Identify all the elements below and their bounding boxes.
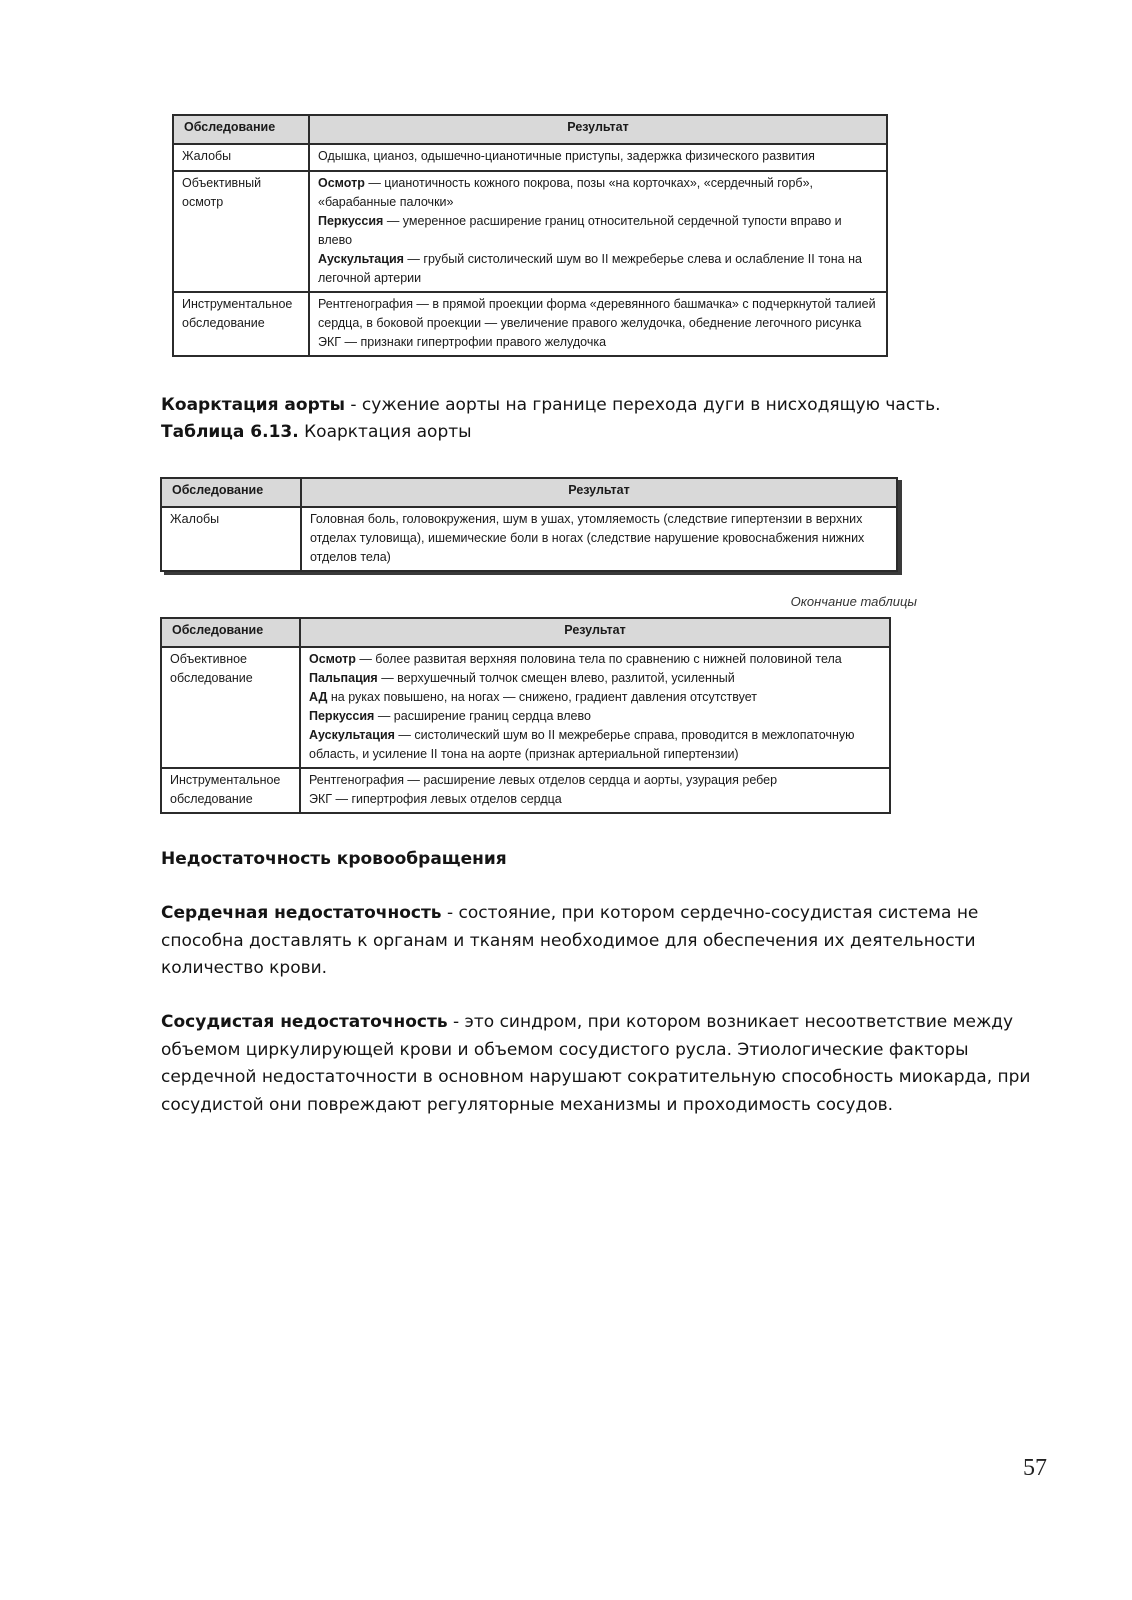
heart-failure-paragraph (161, 900, 1041, 983)
finding-term: Аускультация (318, 252, 404, 266)
coarctation-definition (161, 392, 1061, 420)
result-line: Рентгенография — в прямой проекции форма «деревянного башмачка» с подчеркнутой талией сердца, в боковой проекции — увеличение правого желудочка, обеднение легочного рисунка (318, 297, 876, 330)
finding-text: — систолический шум во II межреберье справа, проводится в межлопаточную область, и усиление II тона на аорте (признак артериальной гипертензии) (309, 728, 855, 761)
result-line: Одышка, цианоз, одышечно-цианотичные приступы, задержка физического развития (318, 149, 815, 163)
header-exam: Обследование (161, 478, 301, 507)
result-line: ЭКГ — признаки гипертрофии правого желудочка (318, 335, 607, 349)
row-label: Жалобы (161, 507, 301, 571)
header-result: Результат (309, 115, 887, 144)
row-result (300, 768, 890, 813)
vascular-failure-text: - это синдром, при котором возникает несоответствие между объемом циркулирующей крови и объемом сосудистого русла. Этиологические факторы сердечной недостаточности в основном нарушают сократительную способность миокарда, при сосудистой они повреждают регуляторные механизмы и проходимость сосудов. (161, 1012, 1031, 1115)
finding-term: Осмотр (318, 176, 365, 190)
table-row (173, 144, 887, 171)
finding-text: — цианотичность кожного покрова, позы «на корточках», «сердечный горб», «барабанные палочки» (318, 176, 814, 209)
finding-text: — расширение границ сердца влево (374, 709, 591, 723)
table-header-row (173, 115, 887, 144)
vascular-failure-term: Сосудистая недостаточность (161, 1012, 448, 1032)
finding-text: — грубый систолический шум во II межреберье слева и ослабление II тона на легочной артерии (318, 252, 862, 285)
header-result: Результат (300, 618, 890, 647)
section-heading (161, 846, 1061, 874)
row-result (309, 144, 887, 171)
result-line: ЭКГ — гипертрофия левых отделов сердца (309, 792, 562, 806)
section-heading-text: Недостаточность кровообращения (161, 849, 507, 869)
table-row (161, 507, 897, 571)
result-line (309, 726, 881, 764)
result-line (318, 174, 878, 212)
finding-text: — умеренное расширение границ относительной сердечной тупости вправо и влево (318, 214, 842, 247)
finding-term: Осмотр (309, 652, 356, 666)
row-label: Инструментальное обследование (161, 768, 300, 813)
result-line (318, 212, 878, 250)
coarctation-text: - сужение аорты на границе перехода дуги в нисходящую часть. (344, 395, 941, 415)
finding-text: — более развитая верхняя половина тела по сравнению с нижней половиной тела (355, 652, 842, 666)
result-line (309, 688, 881, 707)
header-exam: Обследование (173, 115, 309, 144)
table-row (173, 292, 887, 356)
result-line: Головная боль, головокружения, шум в ушах, утомляемость (следствие гипертензии в верхних отделах туловища), ишемические боли в ногах (следствие нарушение кровоснабжения нижних отделов тела) (310, 512, 865, 564)
heart-failure-text: - состояние, при котором сердечно-сосудистая система не способна доставлять к органам и тканям необходимое для обеспечения их деятельности количество крови. (161, 903, 979, 978)
result-line (309, 707, 881, 726)
finding-term: АД (309, 690, 328, 704)
result-line (309, 669, 881, 688)
finding-text: — верхушечный толчок смещен влево, разлитой, усиленный (377, 671, 735, 685)
row-label: Инструментальное обследование (173, 292, 309, 356)
table-caption-title: Коарктация аорты (298, 422, 472, 442)
header-exam: Обследование (161, 618, 300, 647)
table-continuation-label: Окончание таблицы (790, 594, 917, 609)
result-line (318, 250, 878, 288)
finding-text: на руках повышено, на ногах — снижено, градиент давления отсутствует (327, 690, 758, 704)
row-result (301, 507, 897, 571)
table-6-13-part1 (160, 477, 898, 572)
table-6-13-part2 (160, 617, 891, 814)
coarctation-term: Коарктация аорты (161, 395, 345, 415)
row-label: Объективное обследование (161, 647, 300, 768)
vascular-failure-paragraph (161, 1009, 1041, 1119)
result-line (309, 650, 881, 669)
row-result (309, 171, 887, 292)
finding-term: Аускультация (309, 728, 395, 742)
row-result (309, 292, 887, 356)
table-row (161, 768, 890, 813)
row-label: Объективный осмотр (173, 171, 309, 292)
row-result (300, 647, 890, 768)
table-row (173, 171, 887, 292)
finding-term: Перкуссия (309, 709, 375, 723)
table-header-row (161, 618, 890, 647)
result-line: Рентгенография — расширение левых отделов сердца и аорты, узурация ребер (309, 773, 778, 787)
finding-term: Перкуссия (318, 214, 384, 228)
heart-failure-term: Сердечная недостаточность (161, 903, 442, 923)
page-number: 57 (1023, 1455, 1047, 1481)
row-label: Жалобы (173, 144, 309, 171)
table-top (172, 114, 888, 357)
header-result: Результат (301, 478, 897, 507)
table-caption-number: Таблица 6.13. (161, 422, 299, 442)
table-header-row (161, 478, 897, 507)
table-caption (161, 419, 1061, 447)
finding-term: Пальпация (309, 671, 378, 685)
table-row (161, 647, 890, 768)
